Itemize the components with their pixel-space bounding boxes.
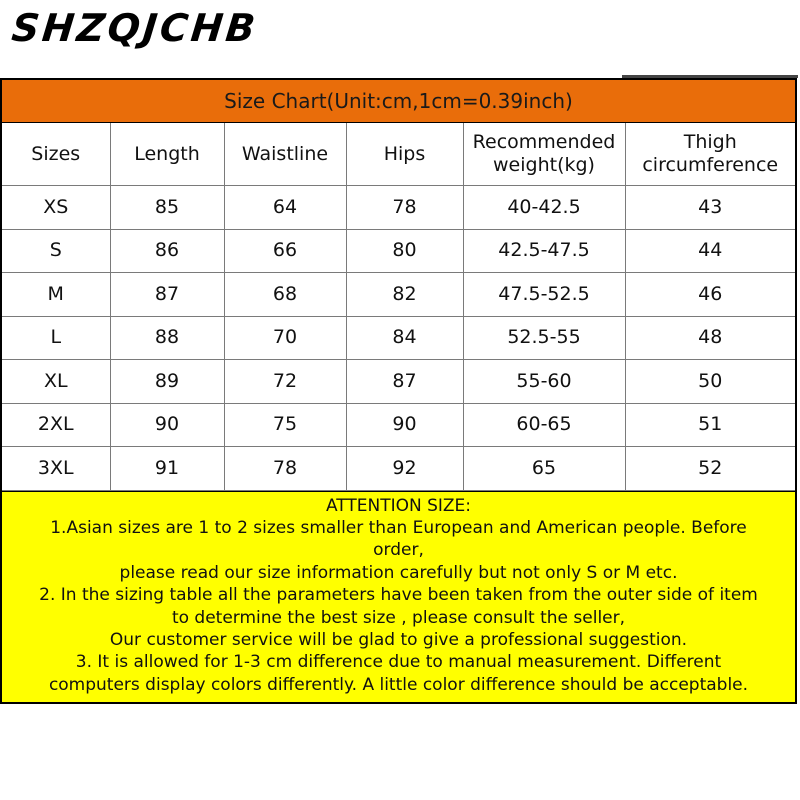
cell-hips: 84 <box>346 316 463 360</box>
table-header-row <box>2 123 795 186</box>
cell-length: 90 <box>110 403 224 447</box>
thigh-header-line1: Thigh <box>683 131 737 153</box>
cell-waistline: 70 <box>224 316 346 360</box>
cell-thigh: 50 <box>625 360 795 404</box>
cell-thigh: 43 <box>625 186 795 230</box>
column-header-length: Length <box>110 123 224 186</box>
cell-weight: 40-42.5 <box>463 186 625 230</box>
cell-thigh: 44 <box>625 229 795 273</box>
column-header-recommended-weight <box>463 123 625 186</box>
cell-hips: 80 <box>346 229 463 273</box>
cell-hips: 78 <box>346 186 463 230</box>
table-row <box>2 186 795 230</box>
cell-hips: 87 <box>346 360 463 404</box>
cell-size: M <box>2 273 110 317</box>
cell-size: XS <box>2 186 110 230</box>
table-row <box>2 316 795 360</box>
notice-line: ATTENTION SIZE: <box>325 495 472 516</box>
cell-length: 86 <box>110 229 224 273</box>
cell-hips: 90 <box>346 403 463 447</box>
table-row <box>2 229 795 273</box>
size-table <box>2 123 795 491</box>
weight-header-line1: Recommended <box>472 131 616 153</box>
cell-waistline: 75 <box>224 403 346 447</box>
size-chart-title: Size Chart(Unit:cm,1cm=0.39inch) <box>2 80 795 123</box>
table-row <box>2 403 795 447</box>
weight-header-line2: weight(kg) <box>493 154 595 176</box>
table-row <box>2 273 795 317</box>
notice-line: 3. It is allowed for 1-3 cm difference due to manual measurement. Different <box>75 652 722 673</box>
cell-waistline: 72 <box>224 360 346 404</box>
column-header-sizes: Sizes <box>2 123 110 186</box>
notice-line: computers display colors differently. A little color difference should be acceptable. <box>48 674 749 695</box>
table-row <box>2 360 795 404</box>
cell-weight: 47.5-52.5 <box>463 273 625 317</box>
cell-size: L <box>2 316 110 360</box>
cell-hips: 82 <box>346 273 463 317</box>
size-chart <box>0 78 797 704</box>
cell-thigh: 46 <box>625 273 795 317</box>
cell-weight: 60-65 <box>463 403 625 447</box>
cell-weight: 65 <box>463 447 625 491</box>
cell-size: 2XL <box>2 403 110 447</box>
cell-hips: 92 <box>346 447 463 491</box>
cell-weight: 52.5-55 <box>463 316 625 360</box>
notice-line: to determine the best size , please consult the seller, <box>171 607 626 628</box>
column-header-thigh <box>625 123 795 186</box>
notice-line: 2. In the sizing table all the parameters have been taken from the outer side of item <box>39 585 758 606</box>
cell-length: 91 <box>110 447 224 491</box>
cell-size: S <box>2 229 110 273</box>
cell-weight: 55-60 <box>463 360 625 404</box>
cell-waistline: 66 <box>224 229 346 273</box>
notice-line: please read our size information carefully but not only S or M etc. <box>119 562 678 583</box>
cell-size: XL <box>2 360 110 404</box>
cell-weight: 42.5-47.5 <box>463 229 625 273</box>
cell-length: 88 <box>110 316 224 360</box>
cell-thigh: 52 <box>625 447 795 491</box>
notice-line: order, <box>373 540 424 561</box>
attention-notice <box>2 491 795 703</box>
cell-thigh: 51 <box>625 403 795 447</box>
column-header-hips: Hips <box>346 123 463 186</box>
column-header-waistline: Waistline <box>224 123 346 186</box>
notice-line: 1.Asian sizes are 1 to 2 sizes smaller than European and American people. Before <box>50 517 747 538</box>
cell-waistline: 68 <box>224 273 346 317</box>
brand-logo: SHZQJCHB <box>9 6 261 50</box>
cell-waistline: 78 <box>224 447 346 491</box>
cell-waistline: 64 <box>224 186 346 230</box>
cell-length: 89 <box>110 360 224 404</box>
notice-line: Our customer service will be glad to give a professional suggestion. <box>109 629 688 650</box>
cell-length: 85 <box>110 186 224 230</box>
thigh-header-line2: circumference <box>642 154 779 176</box>
cell-thigh: 48 <box>625 316 795 360</box>
table-row <box>2 447 795 491</box>
cell-length: 87 <box>110 273 224 317</box>
cell-size: 3XL <box>2 447 110 491</box>
